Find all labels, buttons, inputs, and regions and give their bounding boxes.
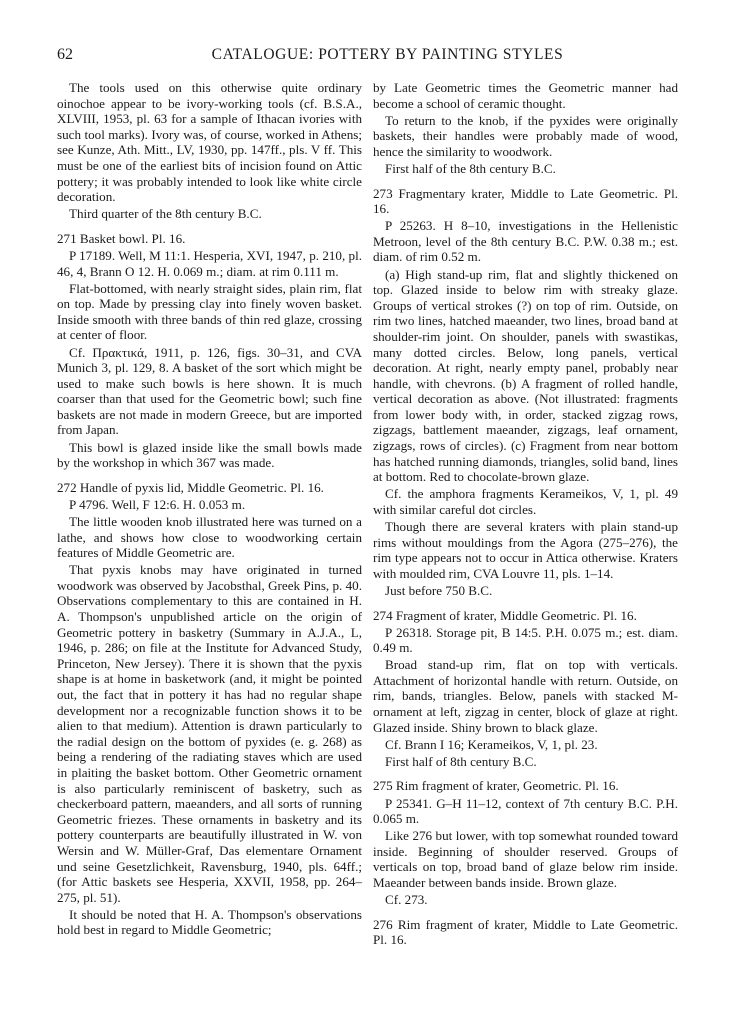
entry-275-comparison: Cf. 273. xyxy=(385,892,428,908)
left-column xyxy=(57,80,362,939)
entry-271-note: This bowl is glazed inside like the small bowls made by the workshop in which 367 was made. xyxy=(57,439,362,471)
page-number: 62 xyxy=(57,46,73,63)
running-title: CATALOGUE: POTTERY BY PAINTING STYLES xyxy=(211,46,564,63)
date-line: Just before 750 B.C. xyxy=(385,582,493,598)
entry-275-reference: P 25341. G–H 11–12, context of 7th century B.C. P.H. 0.065 m. xyxy=(373,795,678,827)
entry-276-heading: 276 Rim fragment of krater, Middle to Late Geometric. Pl. 16. xyxy=(373,916,678,948)
page-header xyxy=(57,46,688,68)
entry-275-heading: 275 Rim fragment of krater, Geometric. Pl. 16. xyxy=(373,778,619,794)
entry-273-note: Though there are several kraters with plain stand-up rims without mouldings from the Agora (275–276), the rim type appears not to occur in Attica otherwise. Kraters with moulded rim, CVA Louvre 11, pls. 1–14. xyxy=(373,519,678,581)
entry-271-description: Flat-bottomed, with nearly straight sides, plain rim, flat on top. Made by pressing clay into finely woven basket. Inside smooth with three bands of thin red glaze, crossing at center of floor. xyxy=(57,280,362,343)
date-line: Third quarter of the 8th century B.C. xyxy=(69,206,262,222)
entry-273-heading: 273 Fragmentary krater, Middle to Late Geometric. Pl. 16. xyxy=(373,185,678,217)
entry-272-reference: P 4796. Well, F 12:6. H. 0.053 m. xyxy=(69,496,246,512)
entry-274-comparison: Cf. Brann I 16; Kerameikos, V, 1, pl. 23. xyxy=(385,736,598,752)
entry-271-heading: 271 Basket bowl. Pl. 16. xyxy=(57,230,186,246)
entry-271-comparison: Cf. Πρακτικά, 1911, p. 126, figs. 30–31, and CVA Munich 3, pl. 129, 8. A basket of the sort which might be used to make such bowls is here shown. It is much coarser than that used for the Geometric bowl; such fine baskets are not made in modern Greece, but are imported from Japan. xyxy=(57,344,362,438)
right-column xyxy=(373,80,678,949)
entry-275-description: Like 276 but lower, with top somewhat rounded toward inside. Beginning of shoulder reserved. Groups of verticals on top, broad band of glaze below rim inside. Maeander between bands inside. Brown glaze. xyxy=(373,828,678,890)
entry-273-comparison: Cf. the amphora fragments Kerameikos, V, 1, pl. 49 with similar careful dot circles. xyxy=(373,486,678,517)
entry-273-description: (a) High stand-up rim, flat and slightly thickened on top. Glazed inside to below rim with streaky glaze. Groups of vertical strokes (?) on top of rim. Outside, on rim two lines, hatched maeander, two lines, broad band at shoulder-rim joint. On shoulder, panels with swastikas, many dotted circles. Below, long panels, vertical decoration. At right, nearly empty panel, probably near handle, with chevrons. (b) A fragment of rolled handle, vertical decoration as above. (Not illustrated: fragments from lower body with, in order, stacked zigzag rows, zigzags, battlement maeander, zigzags, leaf ornament, zigzags, rows of circles). (c) Fragment from near bottom has hatched running diamonds, triangles, solid band, lines at bottom. Red to chocolate-brown glaze. xyxy=(373,266,678,485)
date-line: First half of the 8th century B.C. xyxy=(385,160,556,176)
entry-273-reference: P 25263. H 8–10, investigations in the Hellenistic Metroon, level of the 8th century B.C. P.W. 0.38 m.; est. diam. of rim 0.52 m. xyxy=(373,218,678,265)
entry-272-paragraph: It should be noted that H. A. Thompson's observations hold best in regard to Middle Geometric; xyxy=(57,906,362,938)
entry-274-heading: 274 Fragment of krater, Middle Geometric. Pl. 16. xyxy=(373,607,637,623)
entry-274-description: Broad stand-up rim, flat on top with verticals. Attachment of horizontal handle with return. Outside, on rim, bands, triangles. Below, panels with stacked M-ornament at left, zigzag in center, block of glaze at right. Glazed inside. Shiny brown to black glaze. xyxy=(373,657,678,735)
paragraph-knob: To return to the knob, if the pyxides were originally baskets, their handles were probably made of wood, hence the similarity to woodwork. xyxy=(373,112,678,159)
entry-272-paragraph: That pyxis knobs may have originated in turned woodwork was observed by Jacobsthal, Greek Pins, p. 40. Observations complementary to this are contained in H. A. Thompson's unpublished article on the origin of Geometric pottery in basketry (Summary in A.J.A., L, 1946, p. 286; on file at the Institute for Advanced Study, Princeton, New Jersey). There it is shown that the pyxis shape is at home in basketwork (and, it might be pointed out, the fact that in pottery it has had no regular shape development nor a recognizable function shows it to be alien to that medium). Attention is drawn particularly to the radial design on the bottom of pyxides (e. g. 268) as being a rendering of the radiating staves which are used in plaiting the basket bottom. Other Geometric ornament is also particularly reminiscent of basketry, such as checkerboard pattern, maeanders, and all sorts of running Geometric friezes. These ornaments in basketry and its pottery counterparts are beautifully illustrated in W. von Wersin and W. Müller-Graf, Das elementare Ornament und seine Gesetzlichkeit, Ravensburg, 1940, pls. 64ff.; (for Attic baskets see Hesperia, XXVII, 1958, pp. 264–275, pl. 51). xyxy=(57,562,362,905)
entry-274-reference: P 26318. Storage pit, B 14:5. P.H. 0.075 m.; est. diam. 0.49 m. xyxy=(373,624,678,656)
entry-272-paragraph: The little wooden knob illustrated here was turned on a lathe, and shows how close to woodworking certain features of Middle Geometric are. xyxy=(57,513,362,561)
date-line: First half of 8th century B.C. xyxy=(385,753,537,769)
entry-271-reference: P 17189. Well, M 11:1. Hesperia, XVI, 1947, p. 210, pl. 46, 4, Brann O 12. H. 0.069 m.; diam. at rim 0.111 m. xyxy=(57,247,362,279)
continued-paragraph: by Late Geometric times the Geometric manner had become a school of ceramic thought. xyxy=(373,80,678,111)
paragraph-oinochoe-tools: The tools used on this otherwise quite ordinary oinochoe appear to be ivory-working tools (cf. B.S.A., XLVIII, 1953, pl. 63 for a sample of Ithacan ivories with such tool marks). Ivory was, of course, worked in Athens; see Kunze, Ath. Mitt., LV, 1930, pp. 147ff., pls. V ff. This must be one of the earliest bits of incision found on Attic pottery; it was probably intended to look like white circle decoration. xyxy=(57,80,362,205)
entry-272-heading: 272 Handle of pyxis lid, Middle Geometric. Pl. 16. xyxy=(57,479,324,495)
